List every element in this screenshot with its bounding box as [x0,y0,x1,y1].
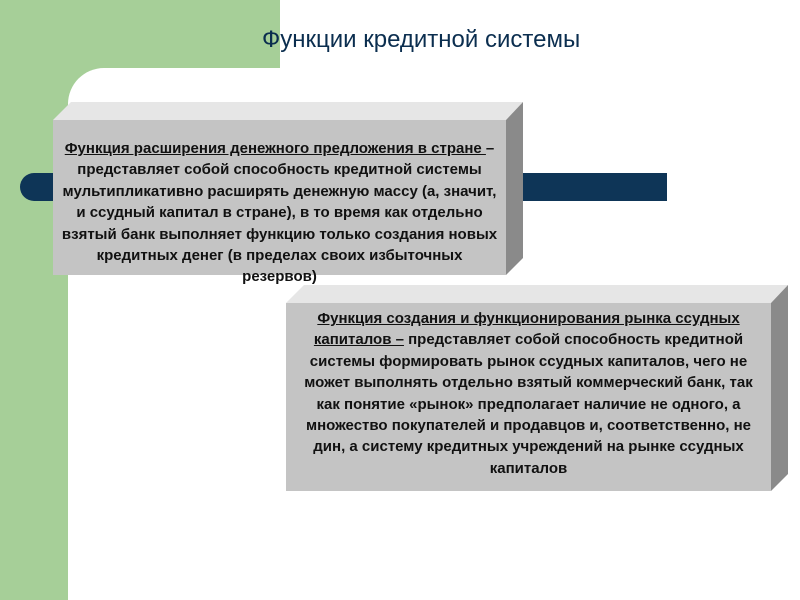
loan-capital-market-function-box [286,285,788,495]
function-heading: Функция расширения денежного предложения в стране [64,140,486,157]
function-description: представляет собой способность кредитной системы формировать рынок ссудных капиталов, чего не может выполнять отдельно взятый коммерческий банк, так как понятие «рынок» предполагает наличие не одного, а множество покупателей и продавцов и, соответственно, не дин, а систему кредитных учреждений на рынке ссудных капиталов [304,331,753,477]
box-face [286,303,771,491]
credit-expansion-function-box [53,102,523,294]
function-heading: Функция создания и функционирования рынка ссудных капиталов – [313,310,740,349]
box-face [53,120,506,286]
slide-title: Функции кредитной системы [262,26,581,53]
function-description: – представляет собой способность кредитной системы мультипликативно расширять денежную массу (а, значит, и ссудный капитал в стране), в то время как отдельно взятый банк выполняет функцию только создания новых кредитных денег (в пределах своих избыточных резервов) [61,140,498,286]
